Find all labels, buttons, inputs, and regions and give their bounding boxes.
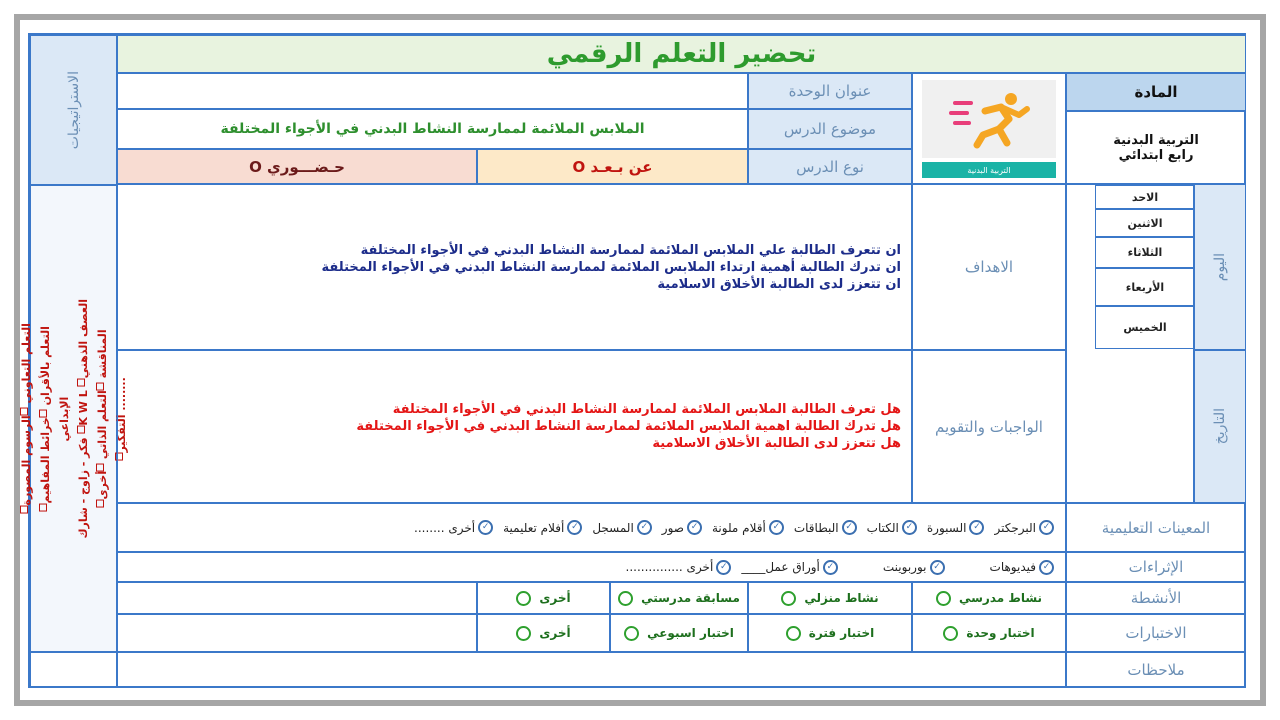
activities-label-cell — [1066, 582, 1246, 614]
strategies-list-cell — [19, 185, 128, 652]
radio-circle-icon — [936, 591, 951, 606]
enrichment-options-cell — [117, 552, 1066, 582]
enrichment-option[interactable]: ✓ أخرى ............... — [626, 560, 732, 575]
grade-value: رابع ابتدائي — [1118, 147, 1194, 163]
assessment-label: الواجبات والتقويم — [935, 417, 1043, 436]
strategy-line-2: التعلم بالأقران خرائط المفاهيم — [36, 299, 55, 539]
day-label-cell — [1194, 184, 1246, 350]
enrichment-option[interactable]: ✓ فيديوهات — [990, 560, 1054, 575]
strategy-line-1: التعلم التعاوني الرسوم المصورة — [17, 299, 36, 539]
objective-line: ان تتعرف الطالبة علي الملابس الملائمة لممارسة النشاط البدني في الأجواء المختلفة — [360, 242, 901, 258]
check-icon: ✓ — [687, 520, 702, 535]
assessment-line: هل تتعزز لدى الطالبة الأخلاق الاسلامية — [652, 436, 901, 451]
objectives-content-cell — [117, 184, 912, 350]
assessment-label-cell — [912, 350, 1066, 503]
tests-label-cell — [1066, 614, 1246, 652]
objectives-list — [322, 242, 901, 293]
day-wednesday[interactable]: الأربعاء — [1095, 268, 1195, 306]
activities-empty-cell — [117, 582, 477, 614]
lesson-topic-label: موضوع الدرس — [783, 120, 877, 138]
runner-icon — [922, 80, 1056, 158]
activities-label: الأنشطة — [1130, 589, 1182, 607]
aid-option[interactable]: ✓ صور — [662, 520, 702, 535]
subject-label: المادة — [1134, 83, 1178, 101]
strategy-line-3: الإبداعي — [57, 396, 71, 441]
lesson-type-inperson-label: حـضـــوري O — [249, 157, 345, 176]
activity-option[interactable]: مسابقة مدرستي — [610, 582, 748, 614]
check-icon: ✓ — [567, 520, 582, 535]
objectives-label: الاهداف — [964, 258, 1014, 276]
aid-option[interactable]: ✓ السبورة — [927, 520, 985, 535]
radio-circle-icon — [516, 626, 531, 641]
check-icon: ✓ — [842, 520, 857, 535]
objective-line: ان تتعزز لدى الطالبة الأخلاق الاسلامية — [657, 276, 901, 292]
logo-caption: التربية البدنية — [922, 162, 1056, 178]
check-icon: ✓ — [478, 520, 493, 535]
lesson-topic-value: الملابس الملائمة لممارسة النشاط البدني في الأجواء المختلفة — [220, 121, 645, 137]
assessment-line: هل تعرف الطالبة الملابس الملائمة لممارسة النشاط البدني في الأجواء المختلفة — [392, 402, 901, 417]
day-tuesday[interactable]: الثلاثاء — [1095, 237, 1195, 268]
activity-option[interactable]: نشاط منزلي — [748, 582, 912, 614]
assessment-list — [356, 401, 901, 452]
aid-option[interactable]: ✓ الكتاب — [867, 520, 917, 535]
unit-title-label: عنوان الوحدة — [788, 82, 872, 100]
strategies-header-cell — [30, 35, 117, 185]
radio-circle-icon — [516, 591, 531, 606]
date-label-cell — [1194, 350, 1246, 503]
check-icon: ✓ — [1039, 560, 1054, 575]
day-sunday[interactable]: الاحد — [1095, 185, 1195, 209]
tests-empty-cell — [117, 614, 477, 652]
notes-label: ملاحظات — [1127, 661, 1185, 679]
aids-label-cell — [1066, 503, 1246, 552]
assessment-content-cell — [117, 350, 912, 503]
test-option[interactable]: اختبار اسبوعي — [610, 614, 748, 652]
subject-value: التربية البدنية — [1113, 132, 1199, 148]
subject-label-cell — [1066, 73, 1246, 111]
check-icon: ✓ — [969, 520, 984, 535]
check-icon: ✓ — [1039, 520, 1054, 535]
test-option[interactable]: اختبار وحدة — [912, 614, 1066, 652]
lesson-type-inperson-option[interactable] — [117, 149, 477, 184]
lesson-topic-label-cell — [748, 109, 912, 149]
lesson-type-remote-option[interactable] — [477, 149, 748, 184]
aid-option[interactable]: ✓ البطاقات — [794, 520, 857, 535]
aid-option[interactable]: ✓ أفلام تعليمية — [503, 520, 582, 535]
day-label: اليوم — [1212, 252, 1228, 282]
radio-circle-icon — [781, 591, 796, 606]
day-thursday[interactable]: الخميس — [1095, 306, 1195, 349]
test-option[interactable]: أخرى — [477, 614, 610, 652]
test-option[interactable]: اختبار فترة — [748, 614, 912, 652]
enrichment-label: الإثراءات — [1128, 558, 1184, 576]
strategy-line-5: المناقشة التعلم الذاتي أخرى — [93, 299, 112, 539]
notes-value[interactable] — [117, 652, 1066, 688]
enrichment-option[interactable]: ✓ بوربوينت — [883, 560, 945, 575]
check-icon: ✓ — [637, 520, 652, 535]
radio-circle-icon — [624, 626, 639, 641]
check-icon: ✓ — [716, 560, 731, 575]
aids-label: المعينات التعليمية — [1101, 518, 1211, 537]
aid-option[interactable]: ✓ المسجل — [592, 520, 651, 535]
objective-line: ان تدرك الطالبة أهمية ارتداء الملابس الملائمة لممارسة النشاط البدني في الأجواء المختلفة — [321, 259, 901, 275]
strategies-list — [17, 299, 131, 539]
activity-option[interactable]: أخرى — [477, 582, 610, 614]
lesson-plan-sheet — [19, 33, 1246, 688]
check-icon: ✓ — [930, 560, 945, 575]
unit-title-label-cell — [748, 73, 912, 109]
enrichment-label-cell — [1066, 552, 1246, 582]
lesson-type-remote-label: عن بـعـد O — [572, 157, 653, 176]
logo-cell — [912, 73, 1066, 184]
radio-circle-icon — [943, 626, 958, 641]
enrichment-option[interactable]: ✓ أوراق عمل____ — [741, 560, 838, 575]
lesson-type-label: نوع الدرس — [796, 157, 864, 176]
date-label: التاريخ — [1212, 408, 1228, 445]
strategies-label: الاستراتيجيات — [65, 70, 82, 150]
lesson-topic-value-cell — [117, 109, 748, 149]
page-title: تحضير التعلم الرقمي — [117, 35, 1246, 73]
strategies-bottom-cell — [30, 652, 117, 688]
check-icon: ✓ — [769, 520, 784, 535]
unit-title-value[interactable] — [117, 73, 748, 109]
aid-option[interactable]: ✓ أقلام ملونة — [712, 520, 784, 535]
days-column — [1066, 184, 1194, 503]
aids-options-cell — [117, 503, 1066, 552]
activity-option[interactable]: نشاط مدرسي — [912, 582, 1066, 614]
check-icon: ✓ — [902, 520, 917, 535]
lesson-type-label-cell — [748, 149, 912, 184]
radio-circle-icon — [786, 626, 801, 641]
notes-label-cell — [1066, 652, 1246, 688]
check-icon: ✓ — [823, 560, 838, 575]
subject-value-cell — [1066, 111, 1246, 184]
strategy-line-6: التفكير ........ — [112, 299, 131, 539]
radio-circle-icon — [618, 591, 633, 606]
assessment-line: هل تدرك الطالبة اهمية الملابس الملائمة لممارسة النشاط البدني في الأجواء المختلفة — [356, 419, 901, 434]
tests-label: الاختبارات — [1125, 624, 1187, 642]
aid-option[interactable]: ✓ البرجكتر — [994, 520, 1054, 535]
day-monday[interactable]: الاثنين — [1095, 209, 1195, 237]
aid-option[interactable]: ✓ أخرى ........ — [414, 520, 493, 535]
strategy-line-4: فكر - زاوج - شارك K W L العصف الذهني — [76, 298, 90, 539]
objectives-label-cell — [912, 184, 1066, 350]
